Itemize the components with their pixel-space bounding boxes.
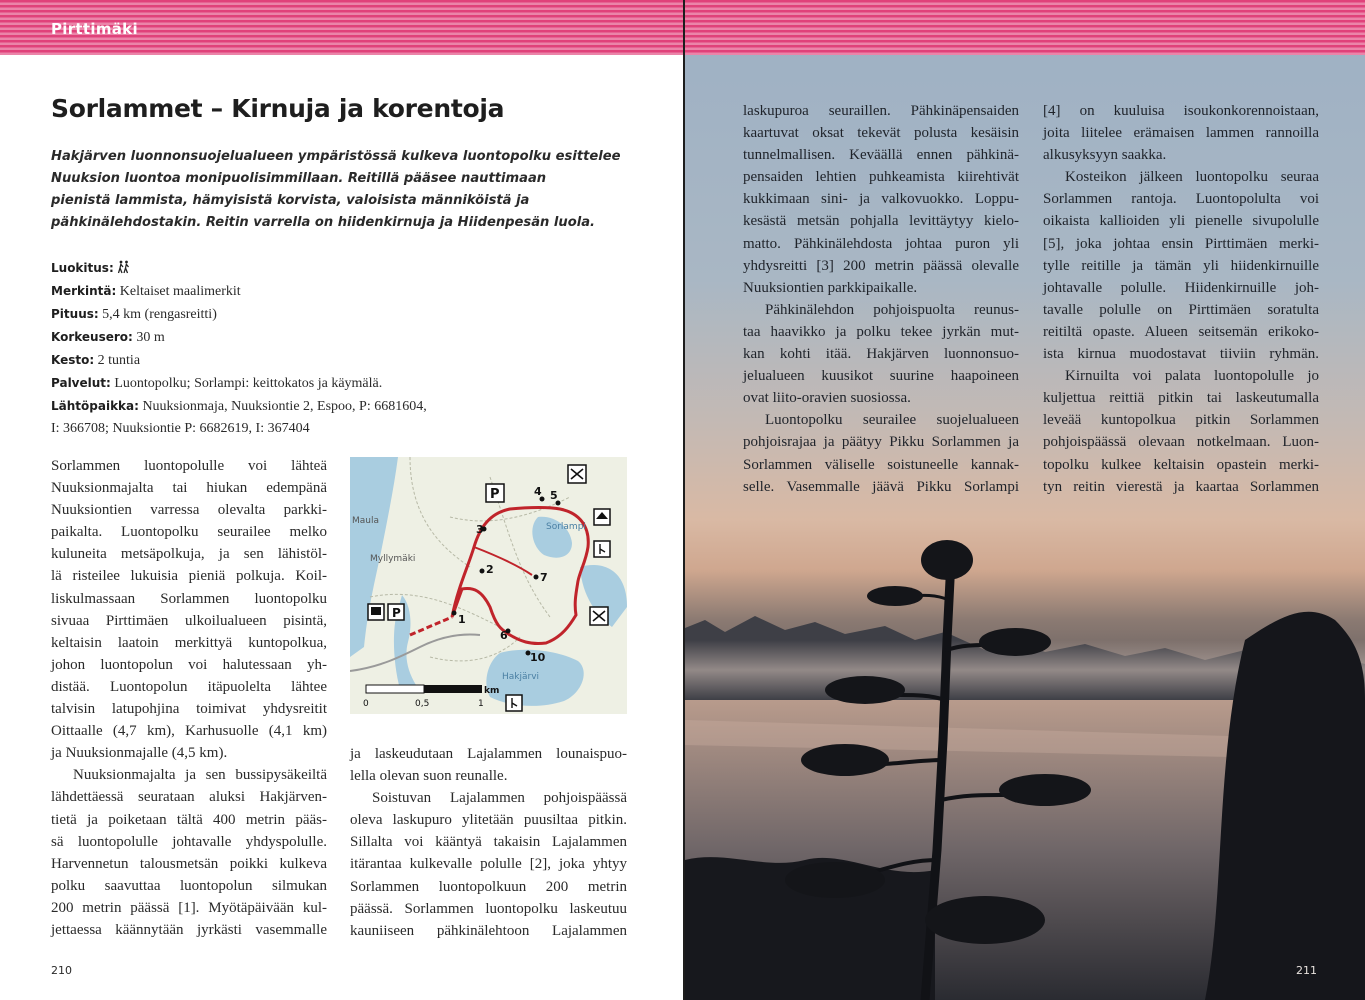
- text-line: lä risteilee lukuisia pieniä polkuja. Koil-: [51, 568, 327, 585]
- info-label: Korkeusero:: [51, 330, 133, 344]
- article-intro: [51, 146, 631, 234]
- intro-line: pienistä lammista, hämyisistä korvista, valoisista männiköistä ja: [51, 193, 530, 208]
- right-column-2: [1043, 100, 1319, 498]
- text-line: tunnelmallisen. Keväällä ennen pähkinä-: [743, 147, 1019, 164]
- text-line: [5], joka johtaa ensin Pirttimäen merki-: [1043, 235, 1319, 252]
- section-title: Pirttimäki: [51, 20, 138, 38]
- text-line: paikalta. Luontopolku seurailee melko: [51, 524, 327, 541]
- text-line: joita liitelee erämaisen lammen rannoilla: [1043, 125, 1319, 142]
- info-merkinta: [51, 280, 611, 303]
- right-page: [685, 0, 1365, 1000]
- text-line: oikaista kallioiden yli pienelle sivupolulle: [1043, 213, 1319, 230]
- text-line: kesästä metsän pohjalla levittäytyy kielo-: [743, 213, 1019, 230]
- info-label: Merkintä:: [51, 284, 117, 298]
- text-line: polku saavuttaa luontopolun silmukan: [51, 877, 327, 894]
- text-line: ja Nuuksionmajalle (4,5 km).: [51, 745, 228, 762]
- right-column-1: [743, 100, 1019, 498]
- text-line: ja laskeudutaan Lajalammen lounaispuo-: [350, 746, 627, 762]
- text-line: pohjoisrajaa ja päätyy Pikku Sorlammen ja: [743, 434, 1019, 451]
- text-line: Oittaalle (4,7 km), Karhusuolle (4,1 km): [51, 723, 327, 740]
- info-value: I: 366708; Nuuksiontie P: 6682619, I: 367404: [51, 421, 310, 436]
- header-band: [685, 0, 1365, 55]
- hiker-sign-icon: [506, 695, 522, 711]
- text-line: Sillalta voi kääntyä takaisin Lajalammen: [350, 834, 627, 851]
- scale-unit: km: [484, 686, 500, 696]
- parking-label: P: [392, 606, 401, 620]
- text-line: itärantaa kulkevalle polulle [2], joka yhtyy: [350, 856, 627, 873]
- text-line: oleva laskupuro ylitetään puusiltaa pitkin.: [350, 812, 627, 829]
- text-line: talvisin latupohjina toimivat yhdysreitit: [51, 701, 327, 718]
- text-line: pohjoispäässä olevaan notkelmaan. Luon-: [1043, 434, 1319, 451]
- map-label-2: 2: [486, 563, 494, 576]
- text-line: Luontopolku seurailee suojelualueen: [765, 412, 1019, 429]
- text-line: laskupuroa seuraillen. Pähkinäpensaiden: [743, 103, 1019, 119]
- text-line: johtavalle polulle. Hiidenkirnuille joh-: [1043, 279, 1319, 296]
- info-kesto: [51, 349, 611, 372]
- text-line: 200 metrin päässä [1]. Myötäpäivään kul-: [51, 899, 327, 916]
- info-pituus: [51, 303, 611, 326]
- text-line: taa haavikko ja polku tekee jyrkän mut-: [743, 323, 1019, 340]
- text-line: kauniiseen pähkinälehtoon Lajalammen: [350, 922, 627, 939]
- parking-icon: [486, 484, 504, 502]
- text-line: [4] on kuuluisa isoukonkorennoistaan,: [1043, 103, 1319, 119]
- map-point-7: [534, 575, 539, 580]
- info-label: Lähtöpaikka:: [51, 399, 139, 413]
- text-line: Pähkinälehdon pohjoispuolta reunus-: [765, 301, 1019, 318]
- bus-stop-icon: [368, 604, 384, 620]
- text-line: Sorlammen luontopolkuun 200 metrin: [350, 878, 627, 895]
- map-graphic: [350, 457, 627, 714]
- map-label-sorlampi: Sorlampi: [546, 522, 586, 532]
- text-line: lella olevan suon reunalle.: [350, 768, 508, 785]
- page-number-left: 210: [51, 964, 72, 977]
- text-line: Nuuksiontien varressa olevalta parkki-: [51, 502, 327, 519]
- scale-label-05: 0,5: [415, 699, 430, 709]
- shelter-icon: [594, 509, 610, 525]
- map-label-4: 4: [534, 485, 542, 498]
- info-value: Nuuksionmaja, Nuuksiontie 2, Espoo, P: 6681604,: [142, 399, 427, 414]
- text-line: Sorlammen luontopolulle voi lähteä: [51, 458, 327, 474]
- text-line: johon luontopolun voi halutessaan yh-: [51, 656, 327, 673]
- map-label-5: 5: [550, 489, 558, 502]
- info-value: 5,4 km (rengasreitti): [102, 307, 217, 322]
- text-line: ista kirnua muodostavat tiiviin ryhmän.: [1043, 346, 1319, 363]
- info-value: 30 m: [136, 330, 165, 345]
- hiker-sign-icon: [594, 541, 610, 557]
- info-label: Palvelut:: [51, 376, 111, 390]
- body-column-2: [350, 743, 627, 942]
- parking-icon: [388, 604, 404, 620]
- trail-map: [350, 457, 627, 714]
- scale-label-1: 1: [478, 699, 484, 709]
- info-value: Keltaiset maalimerkit: [119, 284, 241, 299]
- info-label: Kesto:: [51, 353, 95, 367]
- text-line: sä luontopolulle johtavalle yhdyspolulle.: [51, 833, 327, 850]
- text-line: Soistuvan Lajalammen pohjoispäässä: [372, 790, 627, 807]
- page-number-right: 211: [1296, 964, 1317, 977]
- text-line: tylle reitille ja tämän yli hiidenkirnuille: [1043, 257, 1319, 274]
- text-line: kaartuvat oksat tekevät polusta kesäisin: [743, 125, 1019, 142]
- text-line: topolku kulkee keltaisin opastein merki-: [1043, 456, 1319, 473]
- scale-label-0: 0: [363, 699, 369, 709]
- article-title: Sorlammet – Kirnuja ja korentoja: [51, 94, 505, 123]
- text-line: ovat liito-oravien suosiossa.: [743, 390, 911, 407]
- map-label-6: 6: [500, 629, 508, 642]
- map-label-myllymaki: Myllymäki: [370, 554, 416, 564]
- info-korkeusero: [51, 326, 611, 349]
- text-line: kan kohti itää. Hakjärven luonnonsuo-: [743, 346, 1019, 363]
- info-palvelut: [51, 372, 611, 395]
- campfire-icon: [568, 465, 586, 483]
- text-line: Nuuksionmajalta ja sen bussipysäkeiltä: [73, 767, 327, 784]
- body-column-1: [51, 455, 327, 941]
- info-value: 2 tuntia: [97, 353, 141, 368]
- map-label-10: 10: [530, 651, 546, 664]
- text-line: jelualueen kuusikot suurine haapoineen: [743, 368, 1019, 385]
- map-point-2: [480, 569, 485, 574]
- intro-line: Nuuksion luontoa monipuolisimmillaan. Reitillä pääsee nauttimaan: [51, 171, 547, 186]
- map-label-7: 7: [540, 571, 548, 584]
- info-label: Luokitus:: [51, 261, 114, 275]
- text-line: lähdettäessä seurataan aluksi Hakjärven-: [51, 789, 327, 806]
- info-label: Pituus:: [51, 307, 99, 321]
- text-line: Kirnuilta voi palata luontopolulle jo: [1065, 368, 1319, 385]
- text-line: Harvennetun talousmetsän poikki kulkeva: [51, 855, 327, 872]
- map-label-maula: Maula: [352, 516, 379, 526]
- text-line: sivuaa Pirttimäen ulkoilualueen pisintä,: [51, 612, 327, 629]
- text-line: Kosteikon jälkeen luontopolku seuraa: [1065, 169, 1319, 186]
- text-line: alkusyksyyn saakka.: [1043, 147, 1167, 164]
- text-line: Nuuksionmajalta tai hiukan edempänä: [51, 480, 327, 497]
- intro-line: Hakjärven luonnonsuojelualueen ympäristössä kulkeva luontopolku esittelee: [51, 149, 621, 164]
- text-line: kuluneita metsäpolkuja, ja sen lähistöl-: [51, 546, 327, 563]
- info-lahtopaikka: [51, 395, 611, 418]
- header-band: [0, 0, 683, 55]
- info-value: Luontopolku; Sorlampi: keittokatos ja käymälä.: [114, 376, 383, 391]
- map-label-1: 1: [458, 613, 466, 626]
- info-lahtopaikka-line2: [51, 418, 611, 440]
- text-line: kuljettua reittiä pitkin tai laskeutumalla: [1043, 390, 1319, 407]
- parking-label: P: [490, 487, 500, 502]
- text-line: Sorlammen rantoja. Luontopolulta voi: [1043, 191, 1319, 208]
- text-line: jettaessa käännytään jyrkästi vasemmalle: [51, 921, 327, 938]
- map-label-hakjarvi: Hakjärvi: [502, 672, 540, 682]
- text-line: yhdysreitti [3] 200 metrin päässä olevalle: [743, 257, 1019, 274]
- text-line: päässä. Sorlammen luontopolku laskeutuu: [350, 900, 627, 917]
- text-line: keltaisin laatoin merkittyä kuntopolkua,: [51, 634, 327, 651]
- text-line: matto. Pähkinälehdosta johtaa puron yli: [743, 235, 1019, 252]
- text-line: Nuuksiontien parkkipaikalle.: [743, 279, 918, 296]
- trail-info: [51, 257, 611, 440]
- text-line: Sorlammen väliselle soistuneelle kannak-: [743, 456, 1019, 473]
- text-line: leveää kuntopolkua pitkin Sorlammen: [1043, 412, 1319, 429]
- info-luokitus: [51, 257, 611, 280]
- text-line: tyn reitin vierestä ja kaartaa Sorlammen: [1043, 478, 1319, 495]
- map-label-3: 3: [476, 523, 484, 536]
- text-line: tavalle polulle on Pirttimäen soratulta: [1043, 301, 1319, 318]
- text-line: pensaiden lehtien puhkeamista kiirehtivät: [743, 169, 1019, 186]
- text-line: reitiltä opaste. Alueen seitsemän erikoko-: [1043, 323, 1319, 340]
- text-line: distää. Luontopolun itäpuolelta lähtee: [51, 678, 327, 695]
- text-line: liskulmassaan Sorlammen luontopolku: [51, 590, 327, 607]
- campfire-icon: [590, 607, 608, 625]
- hiker-icon: [117, 260, 131, 274]
- text-line: tietä ja poiketaan tältä 400 metrin pääs-: [51, 811, 327, 828]
- text-line: kukkimaan sini- ja valkovuokko. Loppu-: [743, 191, 1019, 208]
- intro-line: pähkinälehdostakin. Reitin varrella on hiidenkirnuja ja Hiidenpesän luola.: [51, 215, 596, 230]
- map-point-1: [452, 611, 457, 616]
- text-line: selle. Vasemmalle jäävä Pikku Sorlampi: [743, 478, 1019, 495]
